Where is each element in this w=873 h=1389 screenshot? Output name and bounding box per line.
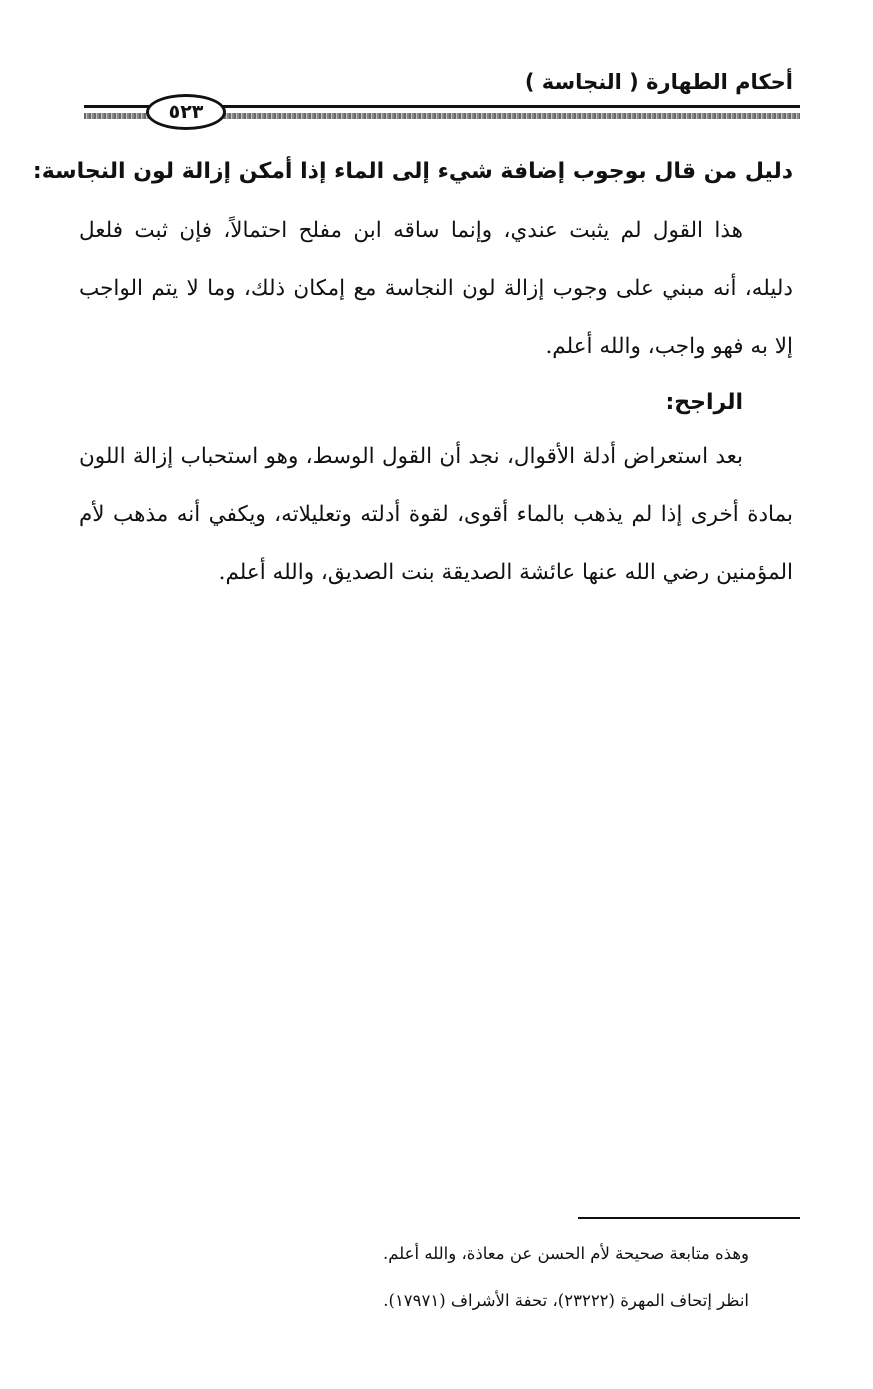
section-paragraph-evidence: هذا القول لم يثبت عندي، وإنما ساقه ابن مفلح احتمالاً، فإن ثبت فلعل دليله، أنه مبني على وجوب إزالة لون النجاسة مع إمكان ذلك، وما لا يتم الواجب إلا به فهو واجب، والله أعلم.: [79, 218, 793, 359]
footnote: وهذه متابعة صحيحة لأم الحسن عن معاذة، والله أعلم.: [382, 1244, 749, 1263]
section-heading-evidence: دليل من قال بوجوب إضافة شيء إلى الماء إذا أمكن إزالة لون النجاسة:: [32, 159, 793, 184]
section-heading-preponderant: الراجح:: [665, 390, 743, 415]
running-title: أحكام الطهارة ( النجاسة ): [524, 70, 793, 94]
section-paragraph-preponderant: بعد استعراض أدلة الأقوال، نجد أن القول الوسط، وهو استحباب إزالة اللون بمادة أخرى إذا لم يذهب بالماء أقوى، لقوة أدلته وتعليلاته، ويكفي أنه مذهب لأم المؤمنين رضي الله عنها عائشة الصديقة بنت الصديق، والله أعلم.: [79, 444, 793, 585]
page-number: ٥٢٣: [146, 94, 226, 130]
footnote-separator: [578, 1217, 800, 1219]
footnote: انظر إتحاف المهرة (٢٣٢٢٢)، تحفة الأشراف (١٧٩٧١).: [383, 1291, 749, 1310]
